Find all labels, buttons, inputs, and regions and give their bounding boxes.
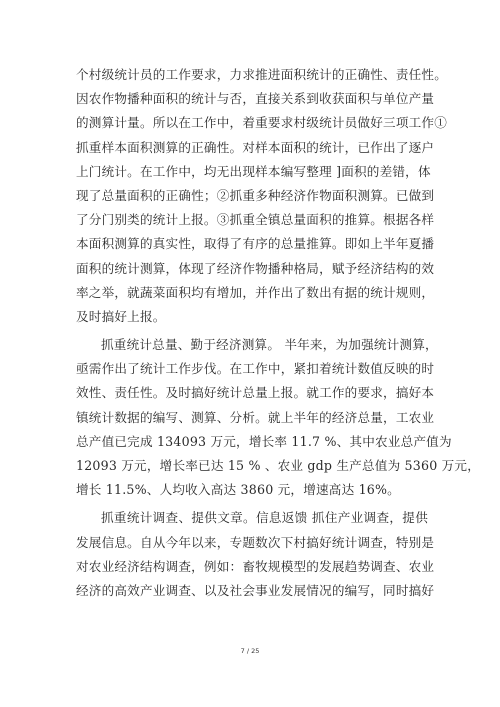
- text-line: 率之举，就蔬菜面积均有增加，并作出了数出有据的统计规则，: [76, 284, 435, 300]
- paragraph-2: [76, 333, 480, 502]
- body-text: [76, 63, 480, 603]
- text-line: 因农作物播种面积的统计与否，直接关系到收获面积与单位产量: [76, 91, 435, 107]
- text-line: 现了总量面积的正确性；②抓重多种经济作物面积测算。已做到: [76, 187, 435, 203]
- text-line: 镇统计数据的编写、测算、分析。就上半年的经济总量，工农业: [76, 409, 435, 425]
- text-line: 抓重样本面积测算的正确性。对样本面积的统计，已作出了逐户: [76, 139, 435, 155]
- page-number: 7 / 25: [240, 647, 260, 655]
- text-line: 及时搞好上报。: [76, 308, 166, 324]
- text-line: 对农业经济结构调查，例如：畜牧规模型的发展趋势调查、农业: [76, 558, 435, 574]
- text-line: 抓重统计调查、提供文章。信息返馈 抓住产业调查，提供: [101, 510, 428, 526]
- text-line: 增长 11.5%、人均收入高达 3860 元，增速高达 16%。: [76, 482, 400, 498]
- text-line: 亟需作出了统计工作步伐。在工作中，紧扣着统计数值反映的时: [76, 361, 435, 377]
- text-line: 个村级统计员的工作要求，力求推进面积统计的正确性、责任性。: [76, 67, 448, 82]
- text-line: 抓重统计总量、勤于经济测算。 半年来，为加强统计测算，: [101, 337, 438, 353]
- text-line: 效性、责任性。及时搞好统计总量上报。就工作的要求，搞好本: [76, 385, 435, 401]
- text-line: 上门统计。在工作中，均无出现样本编写整理 ]面积的差错，体: [76, 163, 431, 179]
- text-line: 发展信息。自从今年以来，专题数次下村搞好统计调查，特别是: [76, 534, 435, 550]
- paragraph-3: [76, 506, 435, 603]
- paragraph-1: [76, 63, 448, 329]
- text-line: 面积的统计测算，体现了经济作物播种格局，赋予经济结构的效: [76, 260, 435, 276]
- text-line: 了分门别类的统计上报。③抓重全镇总量面积的推算。根据各样: [76, 212, 435, 228]
- text-line: 总产值已完成 134093 万元，增长率 11.7 %、其中农业总产值为: [76, 433, 452, 449]
- text-line: 本面积测算的真实性，取得了有序的总量推算。即如上半年夏播: [76, 236, 435, 252]
- text-line: 的测算计量。所以在工作中，着重要求村级统计员做好三项工作①: [76, 115, 448, 131]
- text-line: 经济的高效产业调查、以及社会事业发展情况的编写，同时搞好: [76, 582, 435, 598]
- text-line: 12093 万元，增长率已达 15 % 、农业 gdp 生产总值为 5360 万元，: [76, 458, 480, 473]
